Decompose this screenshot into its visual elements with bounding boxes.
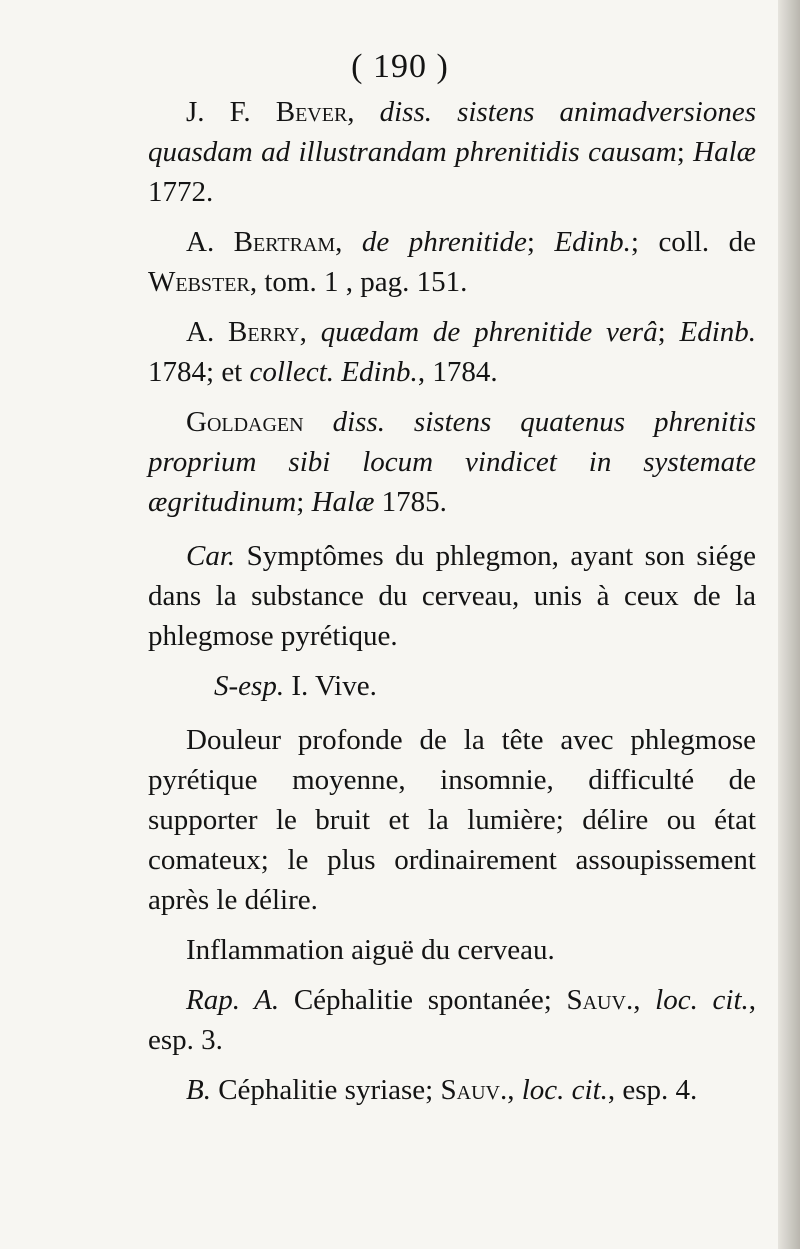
car-label: Car. <box>186 540 236 572</box>
year-berry: 1784; <box>148 356 215 388</box>
coll-rest-bertram: , tom. 1 , pag. 151. <box>249 266 468 298</box>
work-goldagen: diss. sistens quatenus phrenitis proprium sibi locum vindicet in systemate ægritudinum <box>148 406 756 518</box>
coll-intro-berry: et <box>221 356 243 388</box>
rap-b-ref: loc. cit. <box>521 1074 608 1106</box>
sesp-text: I. Vive. <box>291 670 377 702</box>
rap-b-text: Céphalitie syriase; <box>218 1074 434 1106</box>
coll-year-berry: , 1784. <box>417 356 498 388</box>
rap-b-author: Sauv. <box>440 1074 508 1106</box>
author-bertram: Bertram <box>233 226 336 258</box>
bib-entry-bertram: A. Bertram, de phrenitide; Edinb.; coll. de Webster, tom. 1 , pag. 151. <box>148 226 757 298</box>
rap-a-text: Céphalitie spontanée; <box>293 984 552 1016</box>
year-bever: 1772. <box>148 176 214 208</box>
place-bever: Halæ <box>693 136 757 168</box>
characteristics-paragraph <box>148 536 756 656</box>
rap-b-letter: B. <box>186 1074 211 1106</box>
inflammation-paragraph: Inflammation aiguë du cerveau. <box>186 934 555 966</box>
place-bertram: Edinb. <box>554 226 631 258</box>
rap-a-author: Sauv. <box>566 984 634 1016</box>
rap-b-esp: , esp. 4. <box>607 1074 698 1106</box>
author-bever: J. F. Bever <box>186 96 348 128</box>
place-goldagen: Halæ <box>311 486 375 518</box>
rapport-a: Rap. A. Céphalitie spontanée; Sauv., loc. cit., esp. 3. <box>148 984 757 1056</box>
author-berry: Berry <box>228 316 300 348</box>
rap-label: Rap. A. <box>186 984 280 1016</box>
bib-entry-berry: A. Berry, quædam de phrenitide verâ; Edinb. 1784; et collect. Edinb., 1784. <box>148 316 757 388</box>
work-bertram: de phrenitide <box>361 226 527 258</box>
page-body <box>148 92 756 1120</box>
bib-entry-goldagen: Goldagen diss. sistens quatenus phrenitis proprium sibi locum vindicet in systemate ægritudinum; Halæ 1785. <box>148 406 756 518</box>
sesp-label: S-esp. <box>214 670 285 702</box>
coll-name-bertram: Webster <box>148 266 250 298</box>
year-goldagen: 1785. <box>381 486 447 518</box>
work-berry: quædam de phrenitide verâ <box>320 316 658 348</box>
rap-a-esp: , esp. 3. <box>148 984 757 1056</box>
rapport-b: B. Céphalitie syriase; Sauv., loc. cit., esp. 4. <box>186 1074 698 1106</box>
subspecies-heading <box>148 666 756 706</box>
initial-berry: A. <box>186 316 215 348</box>
car-text: Symptômes du phlegmon, ayant son siége dans la substance du cerveau, unis à ceux de la phlegmose pyrétique. <box>148 540 756 652</box>
place-berry: Edinb. <box>679 316 757 348</box>
coll-label-bertram: coll. de <box>658 226 757 258</box>
coll-work-berry: collect. Edinb. <box>249 356 418 388</box>
page-number: ( 190 ) <box>351 48 449 85</box>
author-goldagen: Goldagen <box>186 406 304 438</box>
description-paragraph: Douleur profonde de la tête avec phlegmose pyrétique moyenne, insomnie, difficulté de supporter le bruit et la lumière; délire ou état comateux; le plus ordinairement assoupissement après le délire. <box>148 724 756 916</box>
rap-a-ref: loc. cit. <box>655 984 749 1016</box>
work-bever: diss. sistens animadversiones quasdam ad illustrandam phrenitidis causam <box>148 96 757 168</box>
initial-bertram: A. <box>186 226 215 258</box>
bib-entry-bever: J. F. Bever, diss. sistens animadversiones quasdam ad illustrandam phrenitidis causam; Halæ 1772. <box>148 96 757 208</box>
page-edge-shadow <box>778 0 800 1249</box>
